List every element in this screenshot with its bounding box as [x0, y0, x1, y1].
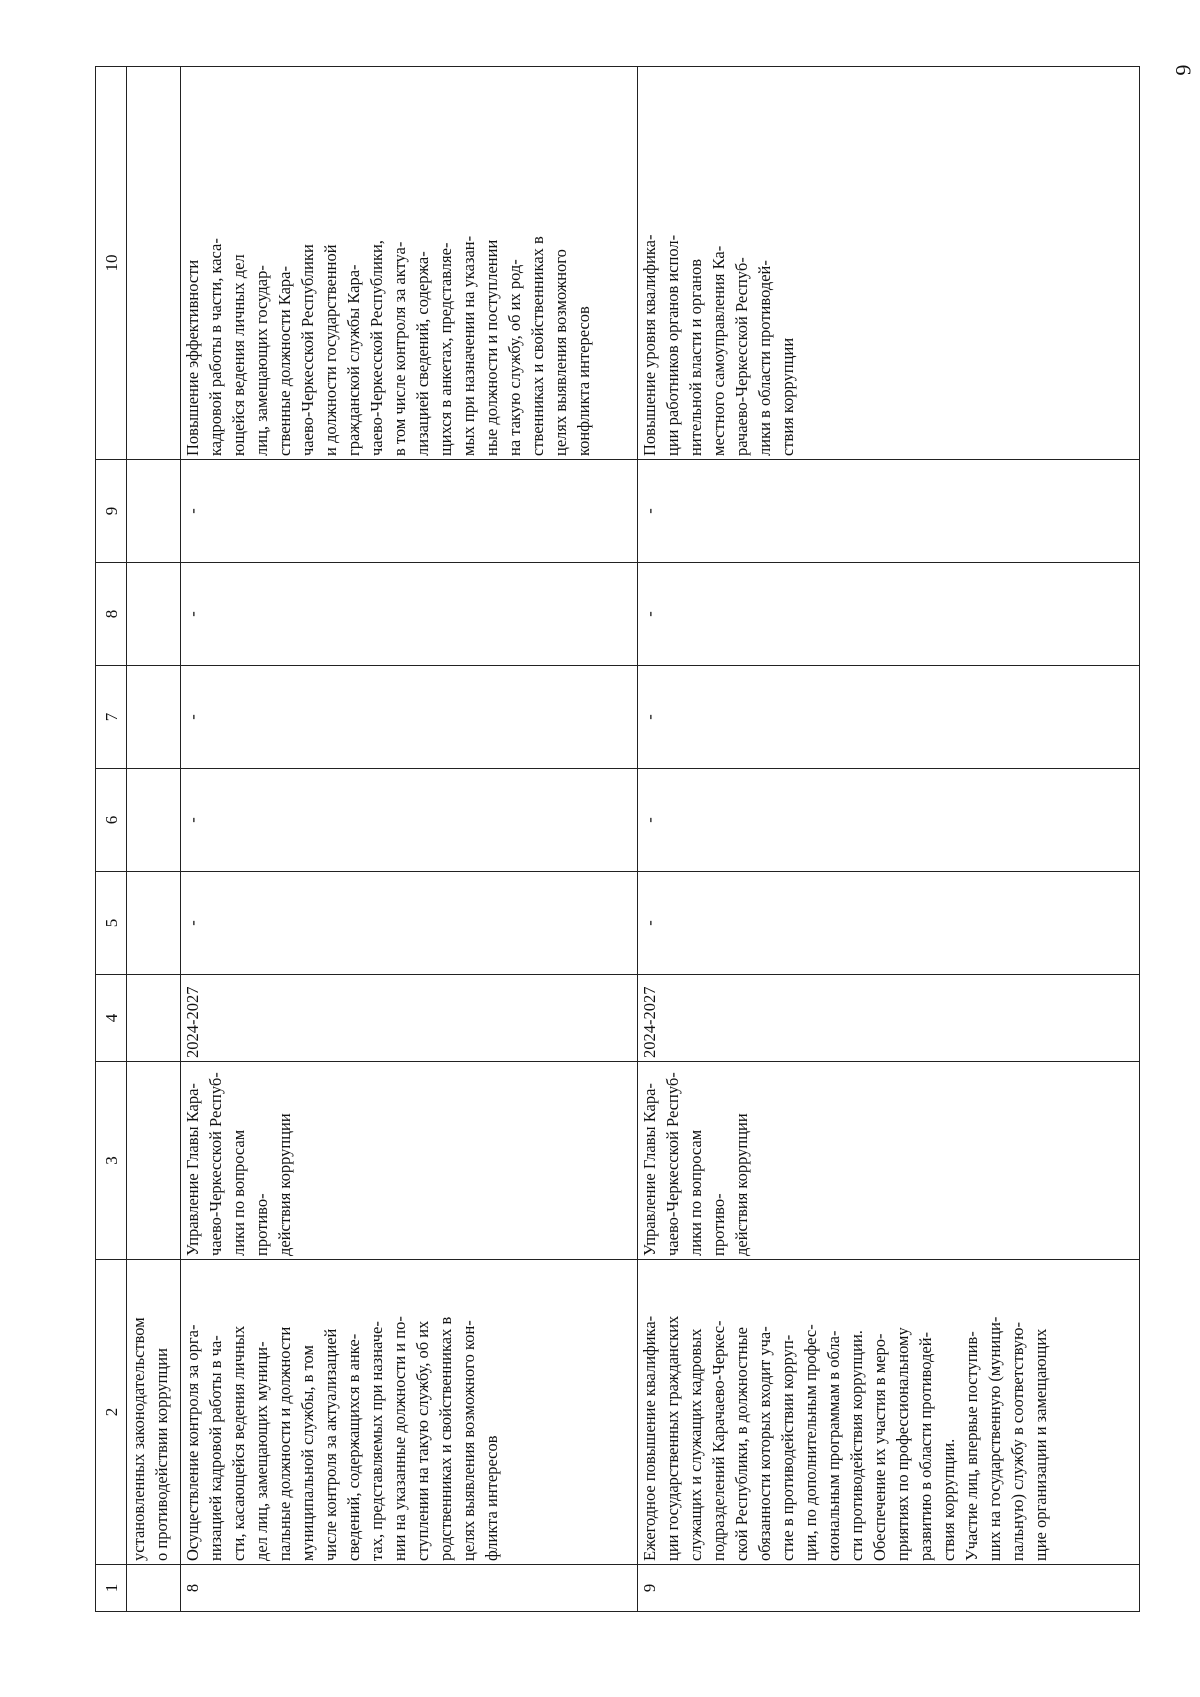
header-row — [96, 67, 127, 1612]
result-cell: Повышение уровня квалифика- ции работников органов испол- нительной власти и органов местного самоуправления Ка- рачаево-Черкесской Респуб- лики в области противодей- ствия коррупции — [638, 67, 1140, 460]
executor-cell: Управление Главы Кара- чаево-Черкесской Респуб- лики по вопросам противо- действия коррупции — [638, 1062, 1140, 1260]
measure-cell: Ежегодное повышение квалифика- ции государственных гражданских служащих и служащих кадровых подразделений Карачаево-Черкес- ской Республики, в должностные обязанности которых входит уча- стие в противодействии корруп- ции, по дополнительным профес- сиональным программам в обла- сти противодействия коррупции. Обеспечение их участия в меро- приятиях по профессиональному развитию в области противодей- ствия коррупции. Участие лиц, впервые поступив- ших на государственную (муници- пальную) службу в соответствую- щие организации и замещающих — [638, 1260, 1140, 1565]
table-row — [638, 67, 1140, 1612]
table-row — [181, 67, 638, 1612]
header-cell: 9 — [96, 460, 127, 563]
period-cell: 2024-2027 — [181, 975, 638, 1062]
row-number: 9 — [638, 1565, 1140, 1612]
header-cell: 5 — [96, 872, 127, 975]
rotated-table-container — [95, 67, 1180, 1612]
result-cell: Повышение эффективности кадровой работы в части, каса- ющейся ведения личных дел лиц, замещающих государ- ственные должности Кара- чаево-Черкесской Республики и должности государственной гражданской службы Кара- чаево-Черкесской Республики, в том числе контроля за актуа- лизацией сведений, содержа- щихся в анкетах, представляе- мых при назначении на указан- ные должности и поступлении на такую службу, об их род- ственниках и свойственниках в целях выявления возможного конфликта интересов — [181, 67, 638, 460]
continuation-text: установленных законодательством о противодействии коррупции — [127, 1260, 181, 1565]
value-cell: - — [181, 460, 638, 563]
header-cell: 3 — [96, 1062, 127, 1260]
period-cell: 2024-2027 — [638, 975, 1140, 1062]
page-number: 6 — [1171, 64, 1196, 76]
header-cell: 1 — [96, 1565, 127, 1612]
header-cell: 10 — [96, 67, 127, 460]
header-cell: 2 — [96, 1260, 127, 1565]
value-cell: - — [181, 769, 638, 872]
row-number: 8 — [181, 1565, 638, 1612]
header-cell: 7 — [96, 666, 127, 769]
value-cell: - — [638, 460, 1140, 563]
value-cell: - — [638, 769, 1140, 872]
measure-cell: Осуществление контроля за орга- низацией кадровой работы в ча- сти, касающейся ведения личных дел лиц, замещающих муници- пальные должности и должности муниципальной службы, в том числе контроля за актуализацией сведений, содержащихся в анке- тах, представляемых при назначе- нии на указанные должности и по- ступлении на такую службу, об их родственниках и свойственниках в целях выявления возможного кон- фликта интересов — [181, 1260, 638, 1565]
value-cell: - — [181, 872, 638, 975]
value-cell: - — [638, 872, 1140, 975]
value-cell: - — [181, 563, 638, 666]
value-cell: - — [638, 563, 1140, 666]
continuation-row — [127, 67, 181, 1612]
value-cell: - — [181, 666, 638, 769]
header-cell: 8 — [96, 563, 127, 666]
executor-cell: Управление Главы Кара- чаево-Черкесской Респуб- лики по вопросам противо- действия коррупции — [181, 1062, 638, 1260]
header-cell: 4 — [96, 975, 127, 1062]
header-cell: 6 — [96, 769, 127, 872]
measures-table — [95, 66, 1140, 1612]
value-cell: - — [638, 666, 1140, 769]
